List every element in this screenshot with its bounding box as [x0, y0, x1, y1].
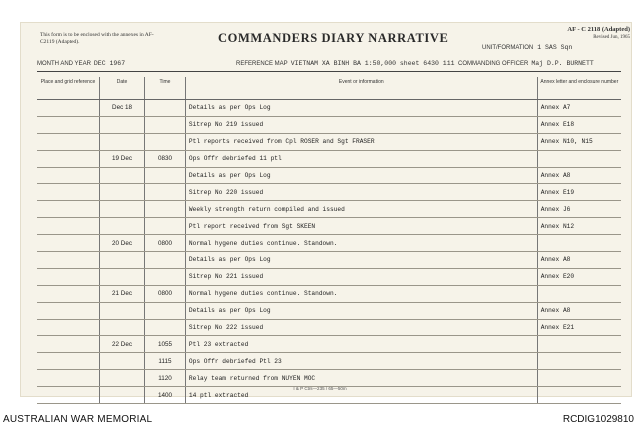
unit-value: 1 SAS Sqn: [537, 44, 573, 51]
table-row: [37, 218, 621, 235]
date-cell: [100, 319, 145, 336]
table-row: [37, 150, 621, 167]
event-cell: Sitrep No 220 issued: [185, 184, 537, 201]
annex-cell: Annex A8: [537, 167, 621, 184]
place-cell: [37, 235, 100, 252]
col-time: Time: [145, 77, 186, 100]
form-revised: Revised Jun, 1965: [593, 35, 630, 40]
reference-map-value: VIETNAM XA BINH BA 1:50,000 sheet 6430 111: [290, 60, 455, 67]
time-cell: [145, 133, 186, 150]
table-row: [37, 370, 621, 387]
table-row: [37, 319, 621, 336]
annex-cell: Annex N12: [537, 218, 621, 235]
col-event: Event or information: [185, 77, 537, 100]
annex-cell: [537, 285, 621, 302]
time-cell: 0800: [145, 235, 186, 252]
table-row: [37, 353, 621, 370]
date-cell: [100, 353, 145, 370]
place-cell: [37, 100, 100, 117]
event-cell: Details as per Ops Log: [185, 100, 537, 117]
place-cell: [37, 150, 100, 167]
date-cell: 19 Dec: [100, 150, 145, 167]
annex-cell: Annex A8: [537, 302, 621, 319]
printer-line: I & P Ctrs—235 / 65—50m: [293, 386, 347, 391]
annex-cell: [537, 370, 621, 387]
date-cell: Dec 18: [100, 100, 145, 117]
month-year: [37, 60, 125, 67]
event-cell: Relay team returned from NUYEN MOC: [185, 370, 537, 387]
date-cell: [100, 167, 145, 184]
date-cell: [100, 268, 145, 285]
time-cell: [145, 218, 186, 235]
col-annex: Annex letter and enclosure number: [537, 77, 621, 100]
table-row: [37, 336, 621, 353]
time-cell: 0830: [145, 150, 186, 167]
table-row: [37, 268, 621, 285]
place-cell: [37, 167, 100, 184]
date-cell: [100, 370, 145, 387]
reference-map-label: REFERENCE MAP: [236, 61, 288, 67]
place-cell: [37, 184, 100, 201]
event-cell: Normal hygene duties continue. Standown.: [185, 235, 537, 252]
time-cell: [145, 252, 186, 269]
date-cell: [100, 252, 145, 269]
form-number: AF - C 2118 (Adapted): [567, 26, 630, 33]
place-cell: [37, 370, 100, 387]
time-cell: [145, 100, 186, 117]
commanding-officer: [458, 60, 594, 67]
time-cell: 1400: [145, 387, 186, 404]
annex-cell: Annex J6: [537, 201, 621, 218]
form-note: This form is to be enclosed with the annexes in AF-C2119 (Adapted).: [40, 32, 154, 45]
place-cell: [37, 336, 100, 353]
time-cell: [145, 167, 186, 184]
table-row: [37, 133, 621, 150]
time-cell: 1120: [145, 370, 186, 387]
table-row: [37, 235, 621, 252]
table-row: [37, 201, 621, 218]
place-cell: [37, 285, 100, 302]
event-cell: Ptl report received from Sgt SKEEN: [185, 218, 537, 235]
page-title: COMMANDERS DIARY NARRATIVE: [218, 31, 449, 45]
place-cell: [37, 302, 100, 319]
archive-name: AUSTRALIAN WAR MEMORIAL: [3, 414, 153, 425]
event-cell: Details as per Ops Log: [185, 302, 537, 319]
event-cell: Ptl 23 extracted: [185, 336, 537, 353]
event-cell: Details as per Ops Log: [185, 167, 537, 184]
form-reference: [567, 26, 630, 42]
event-cell: Weekly strength return compiled and issued: [185, 201, 537, 218]
event-cell: 14 ptl extracted: [185, 387, 537, 404]
event-cell: Details as per Ops Log: [185, 252, 537, 269]
date-cell: [100, 133, 145, 150]
time-cell: [145, 319, 186, 336]
archive-footer: [0, 405, 640, 429]
record-id: RCDIG1029810: [562, 414, 634, 425]
date-cell: 22 Dec: [100, 336, 145, 353]
event-cell: Ops Offr debriefed 11 ptl: [185, 150, 537, 167]
date-cell: 20 Dec: [100, 235, 145, 252]
unit-formation: [482, 44, 572, 51]
place-cell: [37, 116, 100, 133]
unit-label: UNIT/FORMATION: [482, 45, 534, 51]
table-row: [37, 285, 621, 302]
time-cell: [145, 201, 186, 218]
commanding-officer-value: Maj D.P. BURNETT: [531, 60, 594, 67]
place-cell: [37, 201, 100, 218]
event-cell: Sitrep No 219 issued: [185, 116, 537, 133]
time-cell: [145, 268, 186, 285]
diary-table: [37, 77, 621, 404]
event-cell: Ops Offr debriefed Ptl 23: [185, 353, 537, 370]
table-row: [37, 184, 621, 201]
date-cell: [100, 201, 145, 218]
annex-cell: Annex E20: [537, 268, 621, 285]
header-rule: [37, 71, 621, 72]
col-date: Date: [100, 77, 145, 100]
annex-cell: Annex A8: [537, 252, 621, 269]
annex-cell: Annex E18: [537, 116, 621, 133]
date-cell: [100, 116, 145, 133]
event-cell: Ptl reports received from Cpl ROSER and Sgt FRASER: [185, 133, 537, 150]
time-cell: 1055: [145, 336, 186, 353]
place-cell: [37, 353, 100, 370]
place-cell: [37, 319, 100, 336]
date-cell: [100, 184, 145, 201]
annex-cell: Annex N10, N15: [537, 133, 621, 150]
col-place: Place and grid reference: [37, 77, 100, 100]
date-cell: [100, 218, 145, 235]
date-cell: 21 Dec: [100, 285, 145, 302]
table-row: [37, 302, 621, 319]
time-cell: [145, 302, 186, 319]
annex-cell: [537, 336, 621, 353]
month-year-label: MONTH AND YEAR: [37, 61, 91, 67]
month-year-value: DEC 1967: [93, 60, 126, 67]
time-cell: 0800: [145, 285, 186, 302]
event-cell: Sitrep No 222 issued: [185, 319, 537, 336]
diary-rows: [37, 100, 621, 404]
annex-cell: Annex A7: [537, 100, 621, 117]
place-cell: [37, 133, 100, 150]
time-cell: [145, 116, 186, 133]
annex-cell: [537, 353, 621, 370]
event-cell: Sitrep No 221 issued: [185, 268, 537, 285]
table-row: [37, 252, 621, 269]
annex-cell: [537, 235, 621, 252]
date-cell: [100, 302, 145, 319]
table-header: [37, 77, 621, 100]
annex-cell: Annex E19: [537, 184, 621, 201]
table-row: [37, 167, 621, 184]
table-row: [37, 100, 621, 117]
commanding-officer-label: COMMANDING OFFICER: [458, 61, 529, 67]
event-cell: Normal hygene duties continue. Standown.: [185, 285, 537, 302]
place-cell: [37, 268, 100, 285]
annex-cell: [537, 150, 621, 167]
place-cell: [37, 252, 100, 269]
annex-cell: Annex E21: [537, 319, 621, 336]
place-cell: [37, 218, 100, 235]
time-cell: 1115: [145, 353, 186, 370]
reference-map: [236, 60, 455, 67]
table-row: [37, 116, 621, 133]
time-cell: [145, 184, 186, 201]
